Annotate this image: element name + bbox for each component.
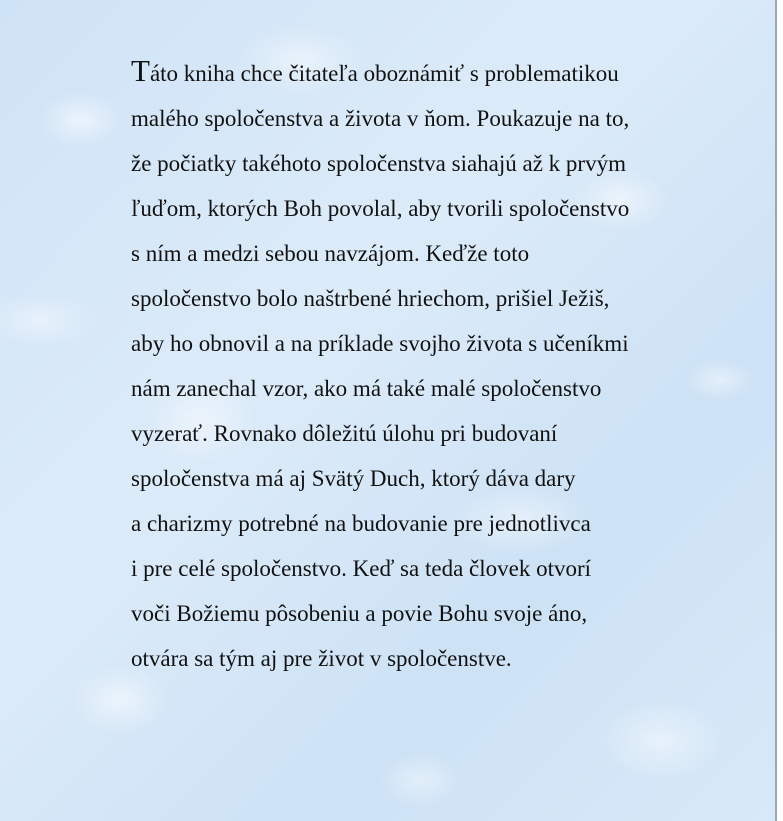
text-line-13: voči Božiemu pôsobeniu a povie Bohu svoje áno,: [131, 601, 588, 626]
text-line-6: spoločenstvo bolo naštrbené hriechom, prišiel Ježiš,: [131, 286, 610, 311]
body-paragraph: [131, 48, 771, 681]
text-line-7: aby ho obnovil a na príklade svojho života s učeníkmi: [131, 331, 629, 356]
text-line-10: spoločenstva má aj Svätý Duch, ktorý dáva dary: [131, 466, 576, 491]
text-line-12: i pre celé spoločenstvo. Keď sa teda človek otvorí: [131, 556, 592, 581]
first-line-text: áto kniha chce čitateľa oboznámiť s problematikou: [149, 61, 619, 86]
text-line-4: ľuďom, ktorých Boh povolal, aby tvorili spoločenstvo: [131, 196, 630, 221]
text-line-11: a charizmy potrebné na budovanie pre jednotlivca: [131, 511, 591, 536]
right-page-edge: [777, 0, 783, 821]
drop-letter: T: [131, 53, 150, 88]
text-line-8: nám zanechal vzor, ako má také malé spoločenstvo: [131, 376, 602, 401]
text-line-14: otvára sa tým aj pre život v spoločenstve.: [131, 646, 512, 671]
text-line-5: s ním a medzi sebou navzájom. Keďže toto: [131, 241, 530, 266]
text-line-3: že počiatky takéhoto spoločenstva siahajú až k prvým: [131, 151, 626, 176]
text-line-2: malého spoločenstva a života v ňom. Poukazuje na to,: [131, 106, 630, 131]
text-line-1: [131, 48, 771, 96]
text-line-9: vyzerať. Rovnako dôležitú úlohu pri budovaní: [131, 421, 558, 446]
